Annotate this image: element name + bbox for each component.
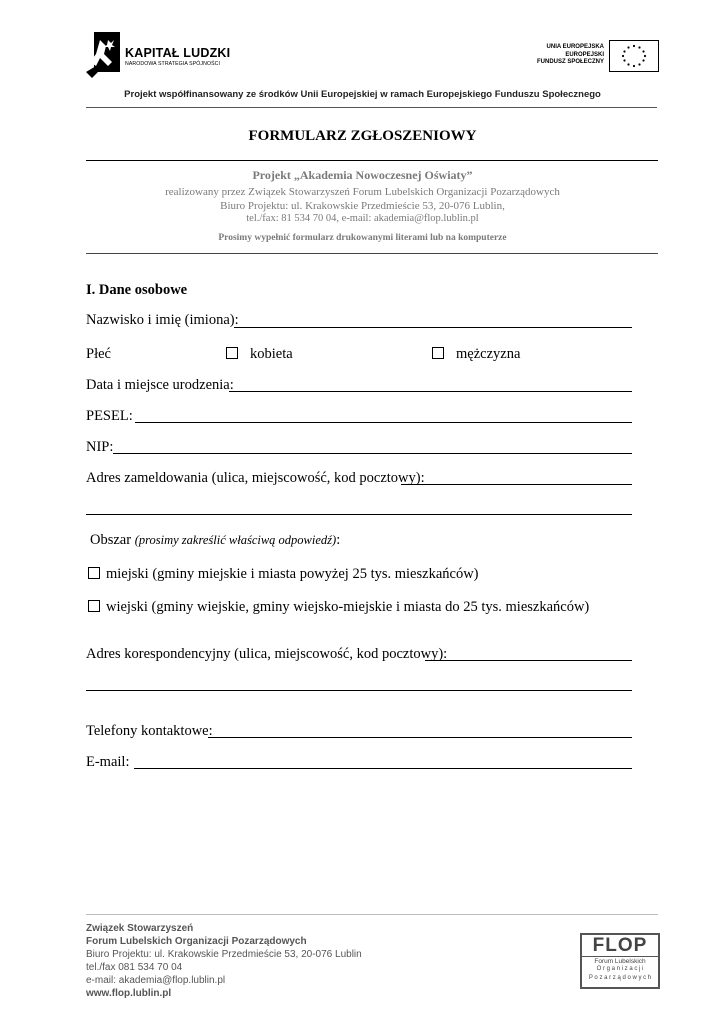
flop-logo-line1: Forum Lubelskich [582,956,658,965]
eu-text-block [520,44,604,67]
section-heading: I. Dane osobowe [86,282,188,298]
title-divider [86,160,658,161]
birth-label: Data i miejsce urodzenia: [86,377,234,393]
kl-title: KAPITAŁ LUDZKI [125,46,231,60]
address-label: Adres zameldowania (ulica, miejscowość, kod pocztowy): [86,470,425,486]
sex-label: Płeć [86,346,111,362]
pesel-field[interactable] [135,422,632,423]
pesel-label: PESEL: [86,408,133,424]
area-question [90,532,340,549]
eu-stars-icon [610,41,658,71]
area-colon: : [336,532,341,548]
corr-field[interactable] [425,660,632,661]
info-divider [86,253,658,254]
address-field-line2[interactable] [86,514,632,515]
nip-label: NIP: [86,439,114,455]
eu-line2: EUROPEJSKI [565,51,604,58]
footer-tel: tel./fax 081 534 70 04 [86,962,183,973]
area-hint: (prosimy zakreślić właściwą odpowiedź) [134,533,337,547]
name-label: Nazwisko i imię (imiona): [86,312,239,328]
address-field[interactable] [401,484,632,485]
corr-field-line2[interactable] [86,690,632,691]
header-divider [86,107,657,108]
eu-line1: UNIA EUROPEJSKA [546,44,604,50]
project-instruction: Prosimy wypełnić formularz drukowanymi literami lub na komputerze [218,233,507,243]
name-field[interactable] [234,327,632,328]
eu-line3: FUNDUSZ SPOŁECZNY [536,59,604,65]
female-label: kobieta [250,346,293,362]
male-label: mężczyzna [456,346,521,362]
flop-logo-text: FLOP [592,935,648,956]
rural-checkbox[interactable] [88,600,100,612]
flop-logo-line2: O r g a n i z a c j i [596,966,644,972]
email-label: E-mail: [86,754,130,770]
birth-field[interactable] [229,391,632,392]
flop-logo [580,933,660,989]
urban-label: miejski (gminy miejskie i miasta powyżej 25 tys. mieszkańców) [106,566,479,582]
urban-checkbox[interactable] [88,567,100,579]
corr-label: Adres korespondencyjny (ulica, miejscowość, kod pocztowy): [86,646,448,662]
email-field[interactable] [134,768,632,769]
kl-subtitle: NARODOWA STRATEGIA SPÓJNOŚCI [125,61,221,67]
footer-email: e-mail: akademia@flop.lublin.pl [86,975,226,986]
project-name: Projekt „Akademia Nowoczesnej Oświaty” [252,168,473,182]
area-label: Obszar [90,532,132,548]
kapital-ludzki-emblem-icon [86,32,122,80]
flop-logo-line3: P o z a r z ą d o w y c h [588,975,652,981]
kapital-ludzki-logo [86,32,246,80]
footer-org1: Związek Stowarzyszeń [86,923,194,934]
footer-contact [86,922,362,1000]
project-line3: tel./fax: 81 534 70 04, e-mail: akademia@flop.lublin.pl [246,213,479,224]
project-line2: Biuro Projektu: ul. Krakowskie Przedmieście 53, 20-076 Lublin, [220,200,505,212]
project-line1: realizowany przez Związek Stowarzyszeń Forum Lubelskich Organizacji Pozarządowych [165,186,560,198]
page-title: FORMULARZ ZGŁOSZENIOWY [248,128,477,144]
male-checkbox[interactable] [432,347,444,359]
rural-label: wiejski (gminy wiejskie, gminy wiejsko-miejskie i miasta do 25 tys. mieszkańców) [106,599,590,615]
female-checkbox[interactable] [226,347,238,359]
footer-office: Biuro Projektu: ul. Krakowskie Przedmieście 53, 20-076 Lublin [86,949,362,960]
phones-label: Telefony kontaktowe: [86,723,213,739]
eu-flag [609,40,659,72]
footer-org2: Forum Lubelskich Organizacji Pozarządowych [86,936,307,947]
footer-www[interactable]: www.flop.lublin.pl [86,988,172,999]
footer-divider [86,914,658,915]
nip-field[interactable] [113,453,632,454]
cofinance-note: Projekt współfinansowany ze środków Unii Europejskiej w ramach Europejskiego Funduszu Społecznego [124,89,601,100]
phones-field[interactable] [208,737,632,738]
